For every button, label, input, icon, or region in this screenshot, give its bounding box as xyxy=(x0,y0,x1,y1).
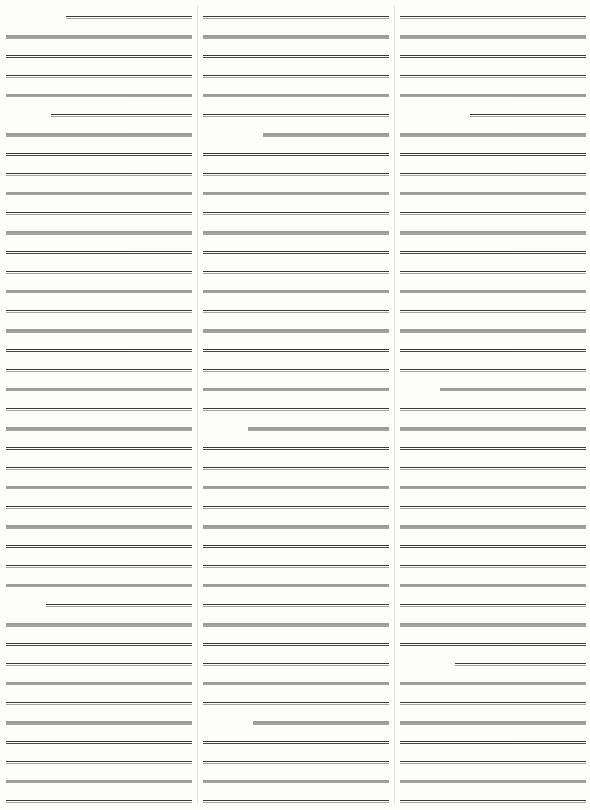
paragraph-end-gap xyxy=(400,376,440,396)
column-divider xyxy=(197,6,198,804)
paragraph-end-gap xyxy=(203,709,253,729)
paragraph-end-gap xyxy=(6,4,66,24)
paragraph-end-gap xyxy=(400,102,470,122)
paragraph-end-gap xyxy=(203,121,263,141)
text-column-right xyxy=(400,4,586,804)
paragraph-end-gap xyxy=(6,102,51,122)
paragraph-end-gap xyxy=(6,592,46,612)
column-divider xyxy=(394,6,395,804)
text-column-middle xyxy=(203,4,389,804)
text-column-left xyxy=(6,4,192,804)
paragraph-end-gap xyxy=(400,650,455,670)
paragraph-end-gap xyxy=(203,415,248,435)
